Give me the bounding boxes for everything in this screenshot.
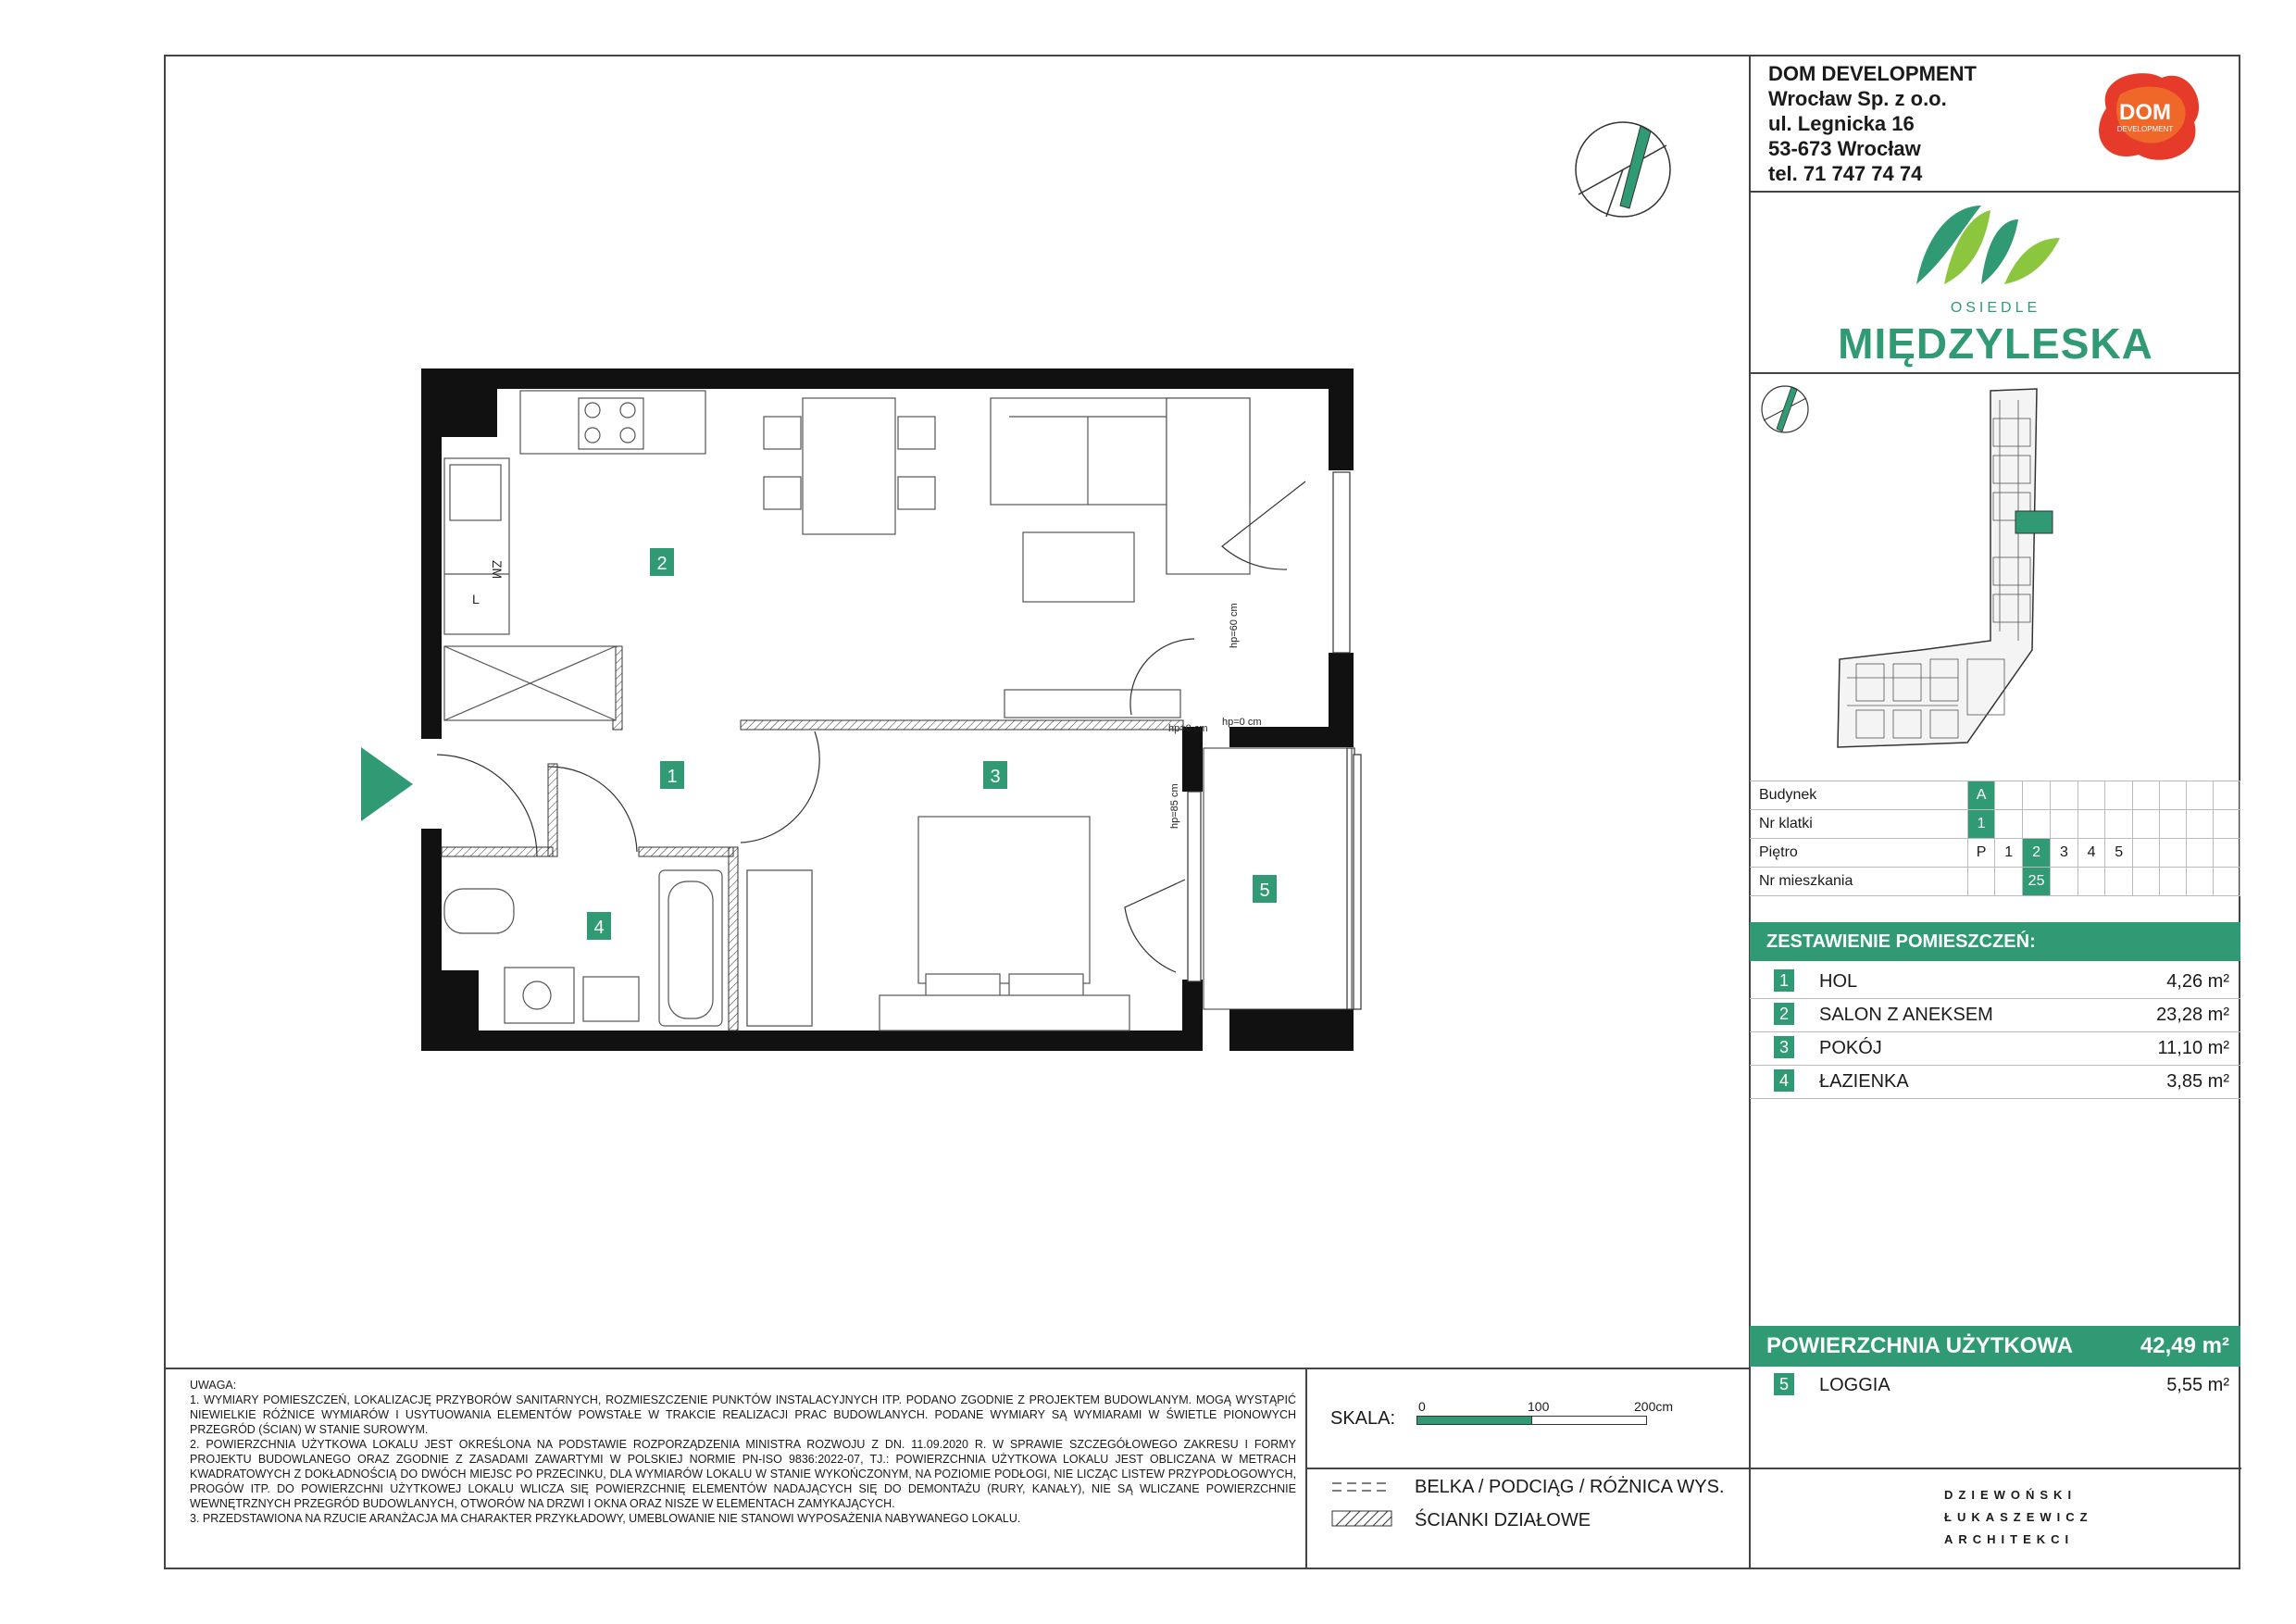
info-cell: [1967, 868, 1995, 896]
info-cell: [2078, 810, 2105, 839]
company-address: [1768, 61, 1977, 186]
legend-symbols: [1330, 1478, 1395, 1533]
info-cell: [2105, 810, 2133, 839]
room-area: 23,28 m²: [2156, 1005, 2229, 1025]
room-area: 5,55 m²: [2166, 1375, 2229, 1395]
info-cell: [2022, 810, 2050, 839]
info-cell: [2051, 868, 2078, 896]
room-row: [1750, 965, 2240, 999]
svg-text:5: 5: [1259, 881, 1270, 901]
room-name: ŁAZIENKA: [1819, 1071, 1909, 1092]
total-area-label: POWIERZCHNIA UŻYTKOWA: [1766, 1333, 2074, 1358]
info-cell: [2132, 868, 2159, 896]
info-row: [1750, 868, 2240, 896]
info-cell: [2051, 810, 2078, 839]
legend-separator: [1305, 1468, 2241, 1469]
info-cell: 3: [2051, 839, 2078, 868]
info-cell: [1995, 781, 2023, 810]
info-cell: A: [1967, 781, 1995, 810]
osiedle-brand-mark: [1907, 196, 2065, 289]
info-cell: [2132, 781, 2159, 810]
panel-separator: [1749, 372, 2240, 374]
room-name: POKÓJ: [1819, 1038, 1882, 1058]
room-number: 4: [1774, 1069, 1794, 1092]
info-cell: [2051, 781, 2078, 810]
info-row: [1750, 781, 2240, 810]
apartment-info-table: [1750, 781, 2240, 896]
info-cell: [2078, 868, 2105, 896]
north-arrow-icon: [1574, 120, 1676, 222]
info-cell: [2159, 781, 2186, 810]
info-cell: 4: [2078, 839, 2105, 868]
info-cell: 2: [2022, 839, 2050, 868]
room-area: 4,26 m²: [2166, 971, 2229, 992]
info-cell: 1: [1995, 839, 2023, 868]
note-item: 3. PRZEDSTAWIONA NA RZUCIE ARANŻACJA MA CHARAKTER PRZYKŁADOWY, UMEBLOWANIE NIE STANOWI WYPOSAŻENIA NABYWANEGO LOKALU.: [190, 1512, 1021, 1525]
info-cell: [1995, 868, 2023, 896]
info-cell: [2105, 781, 2133, 810]
svg-text:hp=60 cm: hp=60 cm: [1229, 603, 1240, 648]
scale-label: SKALA:: [1330, 1408, 1396, 1429]
note-item: 1. WYMIARY POMIESZCZEŃ, LOKALIZACJĘ PRZYBORÓW SANITARNYCH, ROZMIESZCZENIE PUNKTÓW INSTALACYJNYCH ITP. PODANO ZGODNIE Z PROJEKTEM BUDOWLANYM. MOGĄ WYSTĄPIĆ NIEWIELKIE RÓŻNICE WYMIARÓW I USYTUOWANIA ELEMENTÓW POWSTAŁE W TRAKCIE REALIZACJI PRAC BUDOWLANYCH. PODANE WYMIARY SĄ WYMIARAMI W ŚWIETLE PIONOWYCH PRZEGRÓD (ŚCIAN) W STANIE SUROWYM.: [190, 1393, 1296, 1436]
info-cell: [1995, 810, 2023, 839]
info-cell: [2186, 868, 2213, 896]
architect-logo: [1944, 1484, 2093, 1551]
svg-text:DEVELOPMENT: DEVELOPMENT: [2116, 125, 2174, 133]
info-row: [1750, 810, 2240, 839]
info-cell: [2159, 839, 2186, 868]
info-cell: [2132, 810, 2159, 839]
info-cell: [2159, 868, 2186, 896]
room-number: 2: [1774, 1003, 1794, 1025]
total-area-bar: [1750, 1326, 2240, 1367]
info-label: Nr mieszkania: [1750, 868, 1967, 896]
company-line: Wrocław Sp. z o.o.: [1768, 87, 1947, 110]
room-row: [1750, 1031, 2240, 1066]
room-row: [1750, 998, 2240, 1032]
info-cell: [2213, 810, 2240, 839]
total-area-value: 42,49 m²: [2140, 1333, 2229, 1358]
info-cell: 25: [2022, 868, 2050, 896]
info-cell: 5: [2105, 839, 2133, 868]
company-line: tel. 71 747 74 74: [1768, 162, 1923, 185]
room-row: [1750, 1065, 2240, 1099]
info-cell: P: [1967, 839, 1995, 868]
company-line: 53-673 Wrocław: [1768, 137, 1921, 160]
info-cell: [2213, 868, 2240, 896]
room-number: 5: [1774, 1373, 1794, 1395]
architect-line: ARCHITEKCI: [1944, 1532, 2075, 1546]
info-label: Nr klatki: [1750, 810, 1967, 839]
info-label: Budynek: [1750, 781, 1967, 810]
note-item: 2. POWIERZCHNIA UŻYTKOWA LOKALU JEST OKREŚLONA NA PODSTAWIE ROZPORZĄDZENIA MINISTRA ROZWOJU Z DN. 11.09.2020 R. W SPRAWIE SZCZEGÓŁOWEGO ZAKRESU I FORMY PROJEKTU BUDOWLANEGO ORAZ ZGODNIE Z ZASADAMI ZAWARTYMI W POLSKIEJ NORMIE PN-ISO 9836:2022-07, TJ.: POWIERZCHNIA UŻYTKOWA LOKALU JEST OBLICZANA W METRACH KWADRATOWYCH Z DOKŁADNOŚCIĄ DO DWÓCH MIEJSC PO PRZECINKU, DLA WYMIARÓW LOKALU W STANIE WYKOŃCZONYM, NA POZIOMIE PODŁOGI, NIE LICZĄC LISTEW PRZYPODŁOGOWYCH, PROGÓW ITP. DO POWIERZCHNI UŻYTKOWEJ LOKALU WLICZA SIĘ POWIERZCHNIĘ ELEMENTÓW NADAJĄCYCH SIĘ DO DEMONTAŻU (RURY, KANAŁY), NIE SĄ WLICZANE POWIERZCHNIE WEWNĘTRZNYCH PRZEGRÓD BUDOWLANYCH, OTWORÓW NA DRZWI I OKNA ORAZ NISZE W ELEMENTACH ZAMYKAJĄCYCH.: [190, 1438, 1296, 1510]
info-cell: [2022, 781, 2050, 810]
info-cell: 1: [1967, 810, 1995, 839]
architect-line: DZIEWOŃSKI: [1944, 1488, 2078, 1502]
room-number: 1: [1774, 969, 1794, 992]
panel-separator: [1749, 191, 2240, 193]
room-name: LOGGIA: [1819, 1375, 1890, 1395]
info-cell: [2186, 839, 2213, 868]
room-name: HOL: [1819, 971, 1858, 992]
svg-text:2: 2: [656, 554, 668, 574]
scale-tick: 100: [1528, 1399, 1550, 1414]
info-cell: [2159, 810, 2186, 839]
svg-text:hp=85 cm: hp=85 cm: [1169, 783, 1180, 829]
svg-text:3: 3: [990, 767, 1001, 787]
room-number: 3: [1774, 1036, 1794, 1058]
scale-bar-empty: [1531, 1416, 1647, 1425]
legend-partition: ŚCIANKI DZIAŁOWE: [1415, 1510, 1591, 1530]
info-cell: [2213, 781, 2240, 810]
svg-text:L: L: [472, 592, 480, 606]
svg-text:4: 4: [593, 918, 605, 938]
info-cell: [2078, 781, 2105, 810]
svg-text:hp=0 cm: hp=0 cm: [1168, 723, 1208, 734]
info-label: Piętro: [1750, 839, 1967, 868]
scale-tick: 200cm: [1634, 1399, 1674, 1414]
info-cell: [2186, 781, 2213, 810]
brand-small: OSIEDLE: [1950, 300, 2041, 316]
dom-development-logo: [2088, 67, 2208, 169]
scale-tick: 0: [1418, 1399, 1426, 1414]
info-cell: [2213, 839, 2240, 868]
loggia-row: [1750, 1368, 2240, 1402]
room-area: 3,85 m²: [2166, 1071, 2229, 1092]
svg-text:DOM: DOM: [2119, 100, 2171, 125]
notes-title: UWAGA:: [190, 1379, 237, 1392]
info-cell: [2186, 810, 2213, 839]
svg-text:1: 1: [667, 767, 678, 787]
room-area: 11,10 m²: [2157, 1038, 2229, 1058]
scale-bar-filled: [1416, 1416, 1532, 1425]
disclaimer-notes: [190, 1378, 1296, 1526]
notes-separator: [164, 1368, 1750, 1369]
entrance-arrow-icon: [359, 745, 415, 823]
info-cell: [2105, 868, 2133, 896]
floor-plan: [407, 361, 1500, 1065]
architect-line: ŁUKASZEWICZ: [1944, 1510, 2093, 1524]
building-key-plan: [1754, 381, 2190, 752]
info-cell: [2132, 839, 2159, 868]
room-name: SALON Z ANEKSEM: [1819, 1005, 1993, 1025]
company-line: ul. Legnicka 16: [1768, 112, 1915, 135]
info-row: [1750, 839, 2240, 868]
brand-title: MIĘDZYLESKA: [1838, 319, 2153, 368]
svg-text:ZM: ZM: [490, 560, 505, 580]
company-line: DOM DEVELOPMENT: [1768, 62, 1977, 85]
svg-text:hp=0 cm: hp=0 cm: [1222, 717, 1262, 728]
rooms-heading: ZESTAWIENIE POMIESZCZEŃ:: [1750, 922, 2240, 961]
legend-beam: BELKA / PODCIĄG / RÓŻNICA WYS.: [1415, 1477, 1725, 1497]
